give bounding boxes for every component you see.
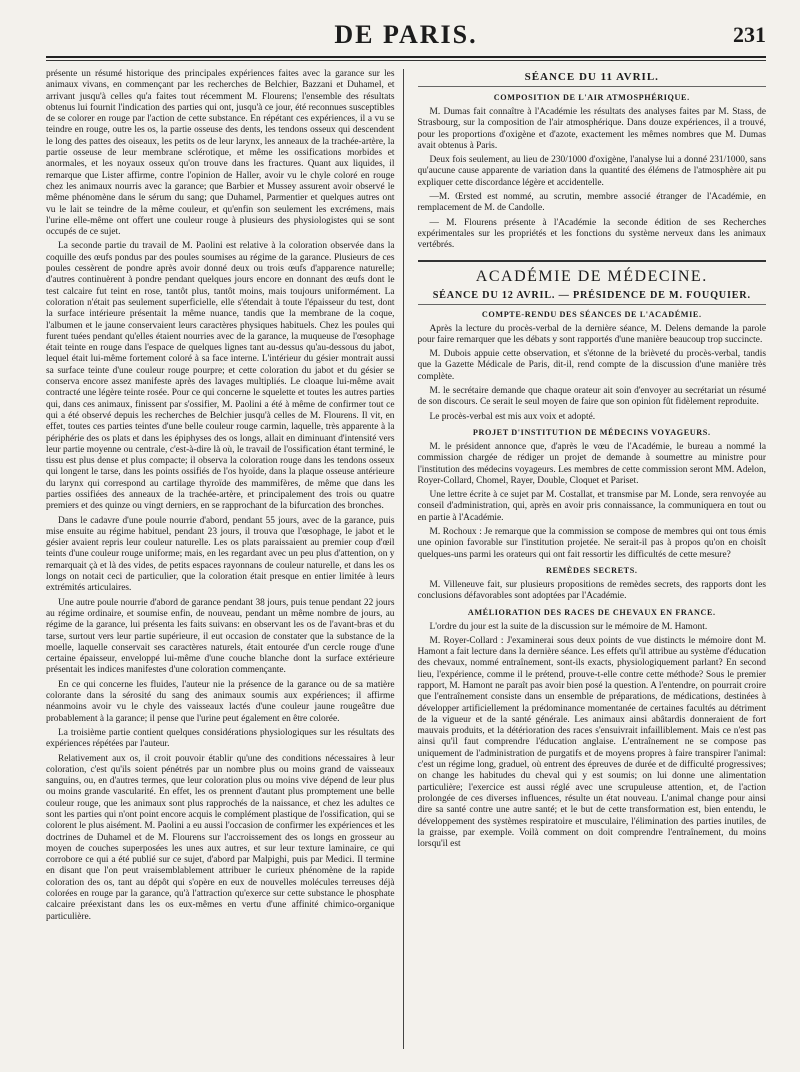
paragraph: En ce qui concerne les fluides, l'auteur nie la présence de la garance ou de sa matière colorante dans la sérosité du sang des animaux soumis aux expériences; il affirme néanmoins avoir vu le chyle des vaisseaux lactés d'une couleur jaune rougeâtre due probablement à la garance; il pense que l'urine peut également en être colorée. [46, 679, 395, 724]
paragraph: M. Dubois appuie cette observation, et s'étonne de la brièveté du procès-verbal, tandis que la Gazette Médicale de Paris, dit-il, rend compte de la discussion d'une manière très complète. [417, 349, 766, 382]
academie-heading: ACADÉMIE DE MÉDECINE. [418, 260, 767, 286]
paragraph: Une autre poule nourrie d'abord de garance pendant 38 jours, puis tenue pendant 22 jours au régime ordinaire, et soumise enfin, de nouveau, pendant un même nombre de jours, au régime de la garance, lui présenta les faits suivans: en observant les os de l'avant-bras et du tarse, surtout vers leur partie supérieure, il eut occasion de constater que la substance de la moelle, laquelle conservait ses caractères naturels, était entourée d'un cercle rouge d'une certaine épaisseur, enveloppé lui-même d'une couche blanche dont la surface extérieure présentait les indices manifestes d'une coloration commençante. [46, 597, 395, 676]
paragraph: La troisième partie contient quelques considérations physiologiques sur les résultats des expériences répétées par l'auteur. [46, 727, 395, 750]
paragraph: Dans le cadavre d'une poule nourrie d'abord, pendant 55 jours, avec de la garance, puis mise ensuite au régime habituel, pendant 23 jours, il trouva que l'œsophage, le jabot et le gésier avaient repris leur couleur naturelle. Les os plats paraissaient au premier coup d'œil teints d'une couleur rouge uniforme; mais, en les regardant avec un peu plus d'attention, on y remarquait çà et là des vides, de petits espaces rayonnans de couleur naturelle, et dans les os longs on notait ceci de particulier, que la coloration était presque en entier limitée à leurs extrémités articulaires. [46, 515, 395, 594]
paragraph: M. Villeneuve fait, sur plusieurs propositions de remèdes secrets, des rapports dont les conclusions défavorables sont adoptées par l'Académie. [417, 579, 766, 602]
right-column [418, 69, 767, 1049]
paragraph: Deux fois seulement, au lieu de 230/1000 d'oxigène, l'analyse lui a donné 231/1000, sans qu'aucune cause apparente de variation dans la quantité des élémens de l'atmosphère ait pu expliquer cette discordance légère et accidentelle. [417, 155, 766, 188]
masthead [46, 14, 766, 58]
section-heading: REMÈDES SECRETS. [546, 565, 638, 575]
paragraph: M. Rochoux : Je remarque que la commission se compose de membres qui ont tous émis une opinion favorable sur l'institution projetée. Ne serait-il pas à propos qu'on en choisît quelques-uns parmi les orateurs qui ont fait ressortir les difficultés de cette mesure? [417, 527, 766, 560]
section-heading: AMÉLIORATION DES RACES DE CHEVAUX EN FRANCE. [467, 607, 716, 617]
paragraph: — M. Flourens présente à l'Académie la seconde édition de ses Recherches expérimentales sur les propriétés et les fonctions du système nerveux dans les animaux vertébrés. [417, 217, 766, 251]
presidence-heading: SÉANCE DU 12 AVRIL. — PRÉSIDENCE DE M. FOUQUIER. [418, 290, 767, 305]
left-column [46, 69, 404, 1049]
paragraph: L'ordre du jour est la suite de la discussion sur le mémoire de M. Hamont. [429, 621, 708, 632]
paragraph: M. Royer-Collard : J'examinerai sous deux points de vue distincts le mémoire dont M. Hamont a fait lecture dans la dernière séance. Les effets qu'il attribue au système d'éducation des chevaux, nommé entraînement, sont-ils exacts, physiologiquement parlant? En second lieu, l'expérience, comme il le prétend, prouve-t-elle contre cette méthode? Sous le premier rapport, M. Hamont ne paraît pas avoir bien posé la question. A l'entendre, on pourrait croire que l'entraînement consiste dans un ensemble de préparations, de médications, destinées à développer artificiellement la prédominance momentanée de certaines facultés au détriment de la vigueur et de la santé générale. Les animaux ainsi abâtardis donneraient de fort mauvais produits, et la détérioration des races s'ensuivrait infailliblement. Mais ce n'est pas ainsi qu'il faut comprendre l'éducation anglaise. L'entraînement ne se compose pas uniquement de l'administration de purgatifs et de moyens propres à faire transpirer l'animal: c'est un régime long, graduel, où entrent des épreuves de durée et de difficulté progressives; on change les habitudes du cheval qui y est soumis; on lui donne une alimentation particulière; l'exercice est aussi réglé avec une scrupuleuse attention, et, de l'action prolongée de ces diverses influences, résulte un état nouveau. L'animal change pour ainsi dire sa santé contre une autre santé; et le but de cette transformation est, bien entendu, le développement des systèmes respiratoire et musculaire, l'élimination des parties inutiles, de la graisse, par exemple. Voilà comment on doit comprendre l'entraînement, du moins lorsqu'il est [417, 635, 766, 850]
paragraph: Après la lecture du procès-verbal de la dernière séance, M. Delens demande la parole pour faire remarquer que les débats y sont rapportés d'une manière beaucoup trop succincte. [417, 323, 766, 345]
header-rule [46, 60, 766, 61]
section-heading: PROJET D'INSTITUTION DE MÉDECINS VOYAGEURS. [472, 427, 711, 437]
section-heading: COMPOSITION DE L'AIR ATMOSPHÉRIQUE. [493, 93, 690, 102]
page-number: 231 [733, 22, 766, 47]
paragraph: La seconde partie du travail de M. Paolini est relative à la coloration observée dans la coquille des œufs pondus par des poules soumises au régime de la garance. Plusieurs de ces poules cessèrent de pondre après avoir donné deux ou trois œufs d'apparence naturelle; d'autres continuèrent à pondre pendant quelques jours encore en donnant des œufs dont le test calcaire fut teint en rose, tantôt plus, tantôt moins, mais toujours uniformément. La coloration n'était pas seulement superficielle, elle s'étendait à toute l'épaisseur du test, dont la surface intérieure présentait la même nuance, tandis que la membrane de la coque, l'albumen et le jaune conservaient leurs caractères physiques habituels. Chez les poules qui furent tuées pendant qu'elles étaient nourries avec de la garance, la muqueuse de l'œsophage était teinte en rouge dans l'espace de quelques lignes tant au-dessus qu'au-dessous du jabot, lequel était lui-même fortement coloré à sa face interne. L'intérieur du gésier montrait aussi sa surface teinte d'une couleur rouge pourpre; et cette coloration du jabot et du gésier se conserva encore assez manifeste après des lavages multipliés. Le cloaque lui-même avait contracté une légère teinte rosée. Pour ce qui concerne le squelette et toutes les autres parties qui, dans ces animaux, finissent par s'ossifier, M. Paolini a été à même de confirmer tout ce qui a été observé depuis les recherches de Belchier jusqu'à celles de M. Flourens. Il vit, en effet, toutes ces parties teintes d'une belle couleur rouge carmin, laquelle, très apparente à la périphérie des os plats et dans les épiphyses des os longs, allait en diminuant d'intensité vers leur partie moyenne ou centrale, c'est-à-dire là où, le travail de l'ossification étant terminé, le tissu est plus dense et plus compacte; il observa la coloration rouge dans les tendons osseux qui longent le tarse, dans les points ossifiés de l'os hyoïde, dans la plaque osseuse antérieure du larynx qui correspond au cartilage thyroïde des mammifères, de même que dans les parties ossifiées des anneaux de la trachée-artère, et principalement des trois ou quatre premiers et des quinze ou vingt derniers, en se rapprochant de la bifurcation des bronches. [46, 241, 395, 512]
columns [46, 69, 766, 1049]
section-heading: COMPTE-RENDU DES SÉANCES DE L'ACADÉMIE. [481, 309, 702, 319]
paragraph: M. le secrétaire demande que chaque orateur ait soin d'envoyer au secrétariat un résumé de son discours. Ce serait le seul moyen de faire que son opinion fût fidèlement reproduite. [417, 386, 766, 408]
paragraph: Le procès-verbal est mis aux voix et adopté. [429, 411, 596, 422]
paragraph: M. le président annonce que, d'après le vœu de l'Académie, le bureau a nommé la commission chargée de rédiger un projet de demande à soumettre au ministre pour l'institution des médecins voyageurs. Les membres de cette commission seront MM. Adelon, Royer-Collard, Chomel, Rayer, Double, Cloquet et Pariset. [417, 441, 766, 486]
paragraph: Relativement aux os, il croit pouvoir établir qu'une des conditions nécessaires à leur coloration, c'est qu'ils soient pénétrés par un nombre plus ou moins grand de vaisseaux sanguins, ou, en d'autres termes, que leur coloration plus ou moins vive dépend de leur plus ou moins grande vascularité. En effet, les os prennent d'autant plus promptement une belle couleur rouge, que les animaux sont plus rapprochés de la naissance, et chez les adultes ce sont les parties qui n'ont point encore acquis le complément plastique de l'ossification, qui se colorent le plus aisément. M. Paolini a eu aussi l'occasion de confirmer les expériences et les doctrines de Duhamel et de M. Flourens sur l'accroissement des os longs en grosseur au moyen de couches superposées les unes aux autres, et sur leur texture laminaire, ce qui corrobore ce qui a été publié sur ce sujet, d'abord par Malpighi, puis par Medici. Il termine en disant que l'on peut vraisemblablement attribuer le curieux phénomène de la rapide coloration des os, tant au dépôt qui s'opère en eux de nouvelles molécules terreuses déjà colorées en rouge par la garance, qu'à l'attraction qu'exerce sur cette substance le phosphate calcaire préexistant dans les os eux-mêmes en vertu d'une affinité chimico-organique particulière. [46, 753, 395, 922]
page-title: DE PARIS. [334, 20, 478, 49]
seance-heading: SÉANCE DU 11 AVRIL. [418, 71, 767, 87]
paragraph: présente un résumé historique des principales expériences faites avec la garance sur les animaux vivans, en commençant par les recherches de Belchier, Bazzani et Duhamel, et arrivant jusqu'à celles qu'a faites tout récemment M. Flourens; l'ensemble des résultats obtenus lui fournit l'indication des parties qui ont, jusqu'à ce jour, été reconnues susceptibles de se colorer en rouge par l'action de cette substance. En répétant ces expériences, il a vu se teindre en rouge, outre les os, la partie osseuse des dents, les tendons osseux qui descendent le long des pattes des oiseaux, les petits os de leur larynx, les anneaux de la trachée-artère, la partie osseuse de leur membrane sclérotique, et même les ossifications morbides et anormales, et les noyaux osseux qu'on trouve dans les fractures. Quant aux liquides, il remarque que Lister affirme, contre l'opinion de Haller, avoir vu le chyle coloré en rouge chez les animaux nourris avec la garance; que Barbier et Mussey assurent avoir observé le même phénomène dans le sérum du sang; que Duhamel, Parmentier et quelques autres ont vu le lait se teindre de la même couleur, et qu'enfin son seulement les excrémens, mais l'urine elle-même ont offert une couleur rouge à plusieurs des physiologistes qui se sont occupés de ce sujet. [46, 69, 395, 238]
paragraph: Une lettre écrite à ce sujet par M. Costallat, et transmise par M. Londe, sera renvoyée au conseil d'administration, qui, après en avoir pris connaissance, la communiquera en tout ou en partie à l'Académie. [417, 490, 766, 523]
paragraph: —M. Œrsted est nommé, au scrutin, membre associé étranger de l'Académie, en remplacement de M. de Candolle. [417, 192, 766, 214]
paragraph: M. Dumas fait connaître à l'Académie les résultats des analyses faites par M. Stass, de Strasbourg, sur la composition de l'air atmosphérique. Dans douze expériences, il a trouvé, pour les proportions d'oxigène et d'azote, exactement les mêmes nombres que M. Dumas avait obtenus à Paris. [417, 107, 766, 151]
